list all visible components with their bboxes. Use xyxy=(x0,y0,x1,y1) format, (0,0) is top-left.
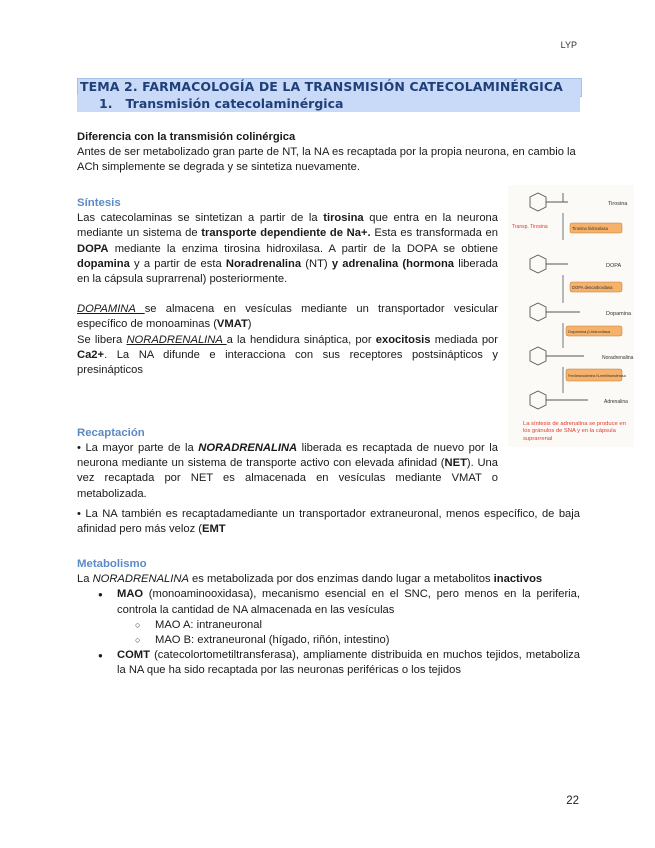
text-run: • La mayor parte de la xyxy=(77,442,199,454)
text-run: • La NA también es recaptadamediante un transportador extraneuronal, menos específico, de baja afinidad pero más veloz ( xyxy=(77,508,580,536)
metabolismo-heading: Metabolismo xyxy=(77,558,147,570)
sintesis-heading: Síntesis xyxy=(77,197,121,209)
term-dopamina-italic: DOPAMINA xyxy=(77,303,145,316)
text-run: Las catecolaminas se sintetizan a partir de la xyxy=(77,212,324,225)
term-transporte: transporte dependiente de Na+. xyxy=(201,227,371,240)
text-run: ) xyxy=(247,318,252,331)
fig-label-dbh: Dopamina β-hidroxilasa xyxy=(568,329,611,334)
list-item-mao xyxy=(77,587,580,617)
diff-text: Antes de ser metabolizado gran parte de NT, la NA es recaptada por la propia neurona, en cambio la ACh simplemente se degrada y se sintetiza nuevamente. xyxy=(77,146,576,174)
figure-caption: La síntesis de adrenalina se produce en los gránulos de SNA y en la cápsula suprarrenal xyxy=(523,421,626,442)
section-title xyxy=(99,96,343,111)
term-comt: COMT xyxy=(117,649,150,662)
fig-label-adrenalina: Adrenalina xyxy=(604,399,628,405)
recaptacion-section xyxy=(77,426,498,441)
text-run: (NT) xyxy=(301,257,332,270)
text-run: a la hendidura sináptica, por xyxy=(226,333,376,346)
term-vmat: VMAT xyxy=(216,318,248,331)
text-run: (catecolortometiltransferasa), ampliamente distribuida en muchos tejidos, metaboliza la NA que ha sido recaptada por las neuronas periféricas o los tejidos xyxy=(117,649,580,677)
sintesis-paragraph-1 xyxy=(77,211,498,287)
section-number: 1. xyxy=(99,96,113,111)
text-run: Esta es transformada en xyxy=(370,227,499,240)
fig-label-dopa: DOPA xyxy=(606,263,622,269)
diff-heading: Diferencia con la transmisión colinérgica xyxy=(77,131,296,143)
fig-label-dopamina: Dopamina xyxy=(606,311,632,317)
fig-label-na: Noradrenalina xyxy=(602,355,634,361)
recaptacion-paragraph-1a xyxy=(77,441,498,502)
section-label: Transmisión catecolaminérgica xyxy=(125,96,344,111)
fig-label-tirosina: Tirosina xyxy=(608,201,628,207)
fig-label-ddc: DOPA descarboxilasa xyxy=(572,285,613,290)
recaptacion-paragraph-2 xyxy=(77,507,580,537)
term-dopamina: dopamina xyxy=(77,257,130,270)
fig-label-transp: Transp. Tirosina xyxy=(512,224,548,230)
list-item-mao-b: ○ MAO B: extraneuronal (hígado, riñón, intestino) xyxy=(77,633,580,648)
term-exocitosis: exocitosis xyxy=(375,333,431,346)
text-run: (monoaminooxidasa), mecanismo esencial en el SNC, pero menos en la periferia, controla la cantidad de NA almacenada en las vesículas xyxy=(117,588,580,616)
metabolismo-section xyxy=(77,557,580,679)
sintesis-paragraph-3 xyxy=(77,333,498,379)
term-noradrenalina-italic: NORADRENALINA xyxy=(126,333,227,346)
term-ca2: Ca2+ xyxy=(77,348,105,361)
term-dopa: DOPA xyxy=(77,242,109,255)
recaptacion-heading: Recaptación xyxy=(77,427,145,439)
list-item-comt xyxy=(77,648,580,678)
text-run: liberada en la cápsula suprarrenal) posteriormente. xyxy=(77,257,499,286)
text-run: liberada es recaptada de nuevo por la neurona mediante un sistema de transporte activo con elevada afinidad ( xyxy=(77,442,498,470)
term-emt: EMT xyxy=(202,523,226,536)
term-noradrenalina-italic: NORADRENALINA xyxy=(92,573,189,586)
term-noradrenalina: Noradrenalina xyxy=(225,257,302,270)
text-run: La xyxy=(77,573,93,586)
page-number: 22 xyxy=(566,795,579,807)
text-run: es metabolizada por dos enzimas dando lugar a metabolitos xyxy=(188,573,494,586)
spacer xyxy=(77,287,498,302)
term-tirosina: tirosina xyxy=(323,212,364,225)
sintesis-paragraph-2 xyxy=(77,302,498,332)
term-mao: MAO xyxy=(117,588,144,601)
fig-label-pnmt: Feniletanolamina N-metiltransferasa xyxy=(568,374,626,378)
text-run: mediada por xyxy=(430,333,499,346)
term-inactivos: inactivos xyxy=(493,573,543,586)
metabolismo-intro xyxy=(77,572,580,587)
text-run: y a partir de esta xyxy=(129,257,226,270)
text-run: Se libera xyxy=(77,333,127,346)
text-run: que entra en la neurona mediante un sistema de xyxy=(77,212,498,240)
header-label: LYP xyxy=(560,40,577,50)
text-run: . La NA difunde e interacciona con sus receptores postsinápticos y presinápticos xyxy=(77,348,498,377)
sintesis-section xyxy=(77,196,498,378)
text-run: ). Una vez recaptada por NET es almacenada en vesículas mediante VMAT o metabolizada. xyxy=(77,457,498,500)
text-run: se almacena en vesículas mediante un transportador vesicular específico de monoaminas ( xyxy=(77,303,498,331)
text-run: mediante la enzima tirosina hidroxilasa. A partir de la DOPA se obtiene xyxy=(108,242,498,255)
diff-section xyxy=(77,130,580,176)
list-item-mao-a: ○ MAO A: intraneuronal xyxy=(77,618,580,633)
chapter-title: TEMA 2. FARMACOLOGÍA DE LA TRANSMISIÓN CATECOLAMINÉRGICA xyxy=(80,79,563,94)
term-net: NET xyxy=(444,457,467,470)
term-noradrenalina-bold: NORADRENALINA xyxy=(198,442,298,454)
catecholamine-synthesis-diagram xyxy=(508,185,634,447)
recaptacion-paragraph-1 xyxy=(77,441,498,502)
fig-label-th: Tirosina hidroxilasa xyxy=(572,226,608,231)
term-adrenalina: y adrenalina (hormona xyxy=(331,257,455,270)
